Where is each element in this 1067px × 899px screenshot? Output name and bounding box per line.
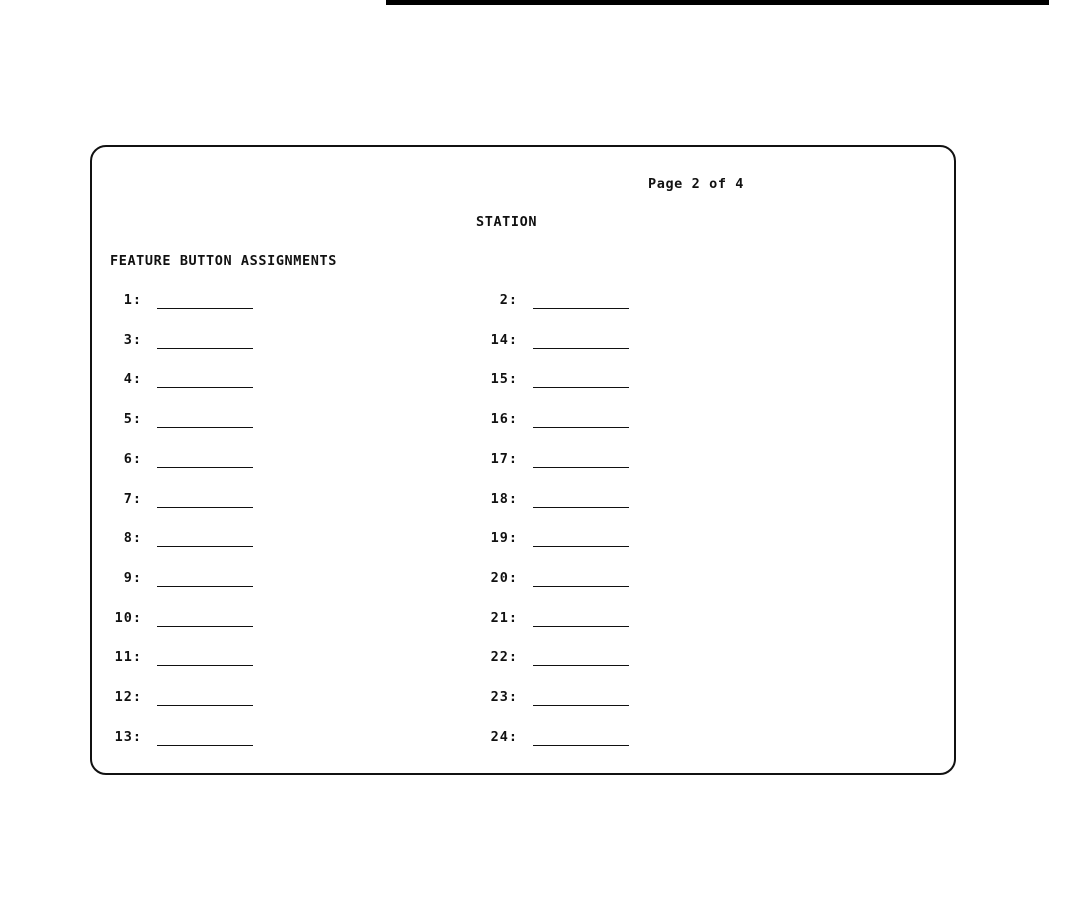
- feature-button-row: [62, 649, 262, 673]
- feature-button-label: 1:: [123, 292, 142, 308]
- feature-button-row: [62, 610, 262, 634]
- feature-button-row: [438, 729, 638, 753]
- feature-button-row: [62, 332, 262, 356]
- feature-button-field[interactable]: [157, 731, 253, 746]
- feature-button-row: [438, 570, 638, 594]
- feature-button-label: 19:: [490, 530, 518, 546]
- feature-button-row: [62, 689, 262, 713]
- feature-button-row: [438, 411, 638, 435]
- feature-button-field[interactable]: [157, 612, 253, 627]
- feature-button-field[interactable]: [533, 731, 629, 746]
- feature-button-field[interactable]: [157, 493, 253, 508]
- feature-button-field[interactable]: [533, 413, 629, 428]
- feature-button-field[interactable]: [157, 572, 253, 587]
- feature-button-label: 12:: [114, 689, 142, 705]
- feature-button-row: [438, 332, 638, 356]
- feature-button-label: 13:: [114, 729, 142, 745]
- feature-button-row: [62, 729, 262, 753]
- feature-button-field[interactable]: [157, 532, 253, 547]
- feature-button-label: 21:: [490, 610, 518, 626]
- feature-button-label: 16:: [490, 411, 518, 427]
- feature-button-row: [438, 371, 638, 395]
- feature-button-row: [62, 570, 262, 594]
- feature-button-field[interactable]: [533, 651, 629, 666]
- feature-button-row: [62, 491, 262, 515]
- feature-button-label: 9:: [123, 570, 142, 586]
- section-title: FEATURE BUTTON ASSIGNMENTS: [110, 253, 337, 269]
- feature-button-field[interactable]: [157, 651, 253, 666]
- feature-button-label: 22:: [490, 649, 518, 665]
- feature-button-label: 4:: [123, 371, 142, 387]
- feature-button-row: [438, 689, 638, 713]
- feature-button-label: 3:: [123, 332, 142, 348]
- feature-button-field[interactable]: [533, 334, 629, 349]
- feature-button-label: 20:: [490, 570, 518, 586]
- feature-button-label: 14:: [490, 332, 518, 348]
- feature-button-label: 24:: [490, 729, 518, 745]
- feature-button-field[interactable]: [157, 413, 253, 428]
- feature-button-field[interactable]: [533, 532, 629, 547]
- feature-button-field[interactable]: [533, 612, 629, 627]
- feature-button-field[interactable]: [533, 691, 629, 706]
- feature-button-label: 23:: [490, 689, 518, 705]
- feature-button-field[interactable]: [533, 493, 629, 508]
- feature-button-row: [438, 610, 638, 634]
- feature-button-row: [62, 371, 262, 395]
- feature-button-row: [438, 530, 638, 554]
- feature-button-field[interactable]: [533, 294, 629, 309]
- feature-button-row: [438, 451, 638, 475]
- feature-button-field[interactable]: [157, 294, 253, 309]
- feature-button-field[interactable]: [157, 334, 253, 349]
- feature-button-row: [438, 649, 638, 673]
- feature-button-field[interactable]: [157, 373, 253, 388]
- feature-button-label: 8:: [123, 530, 142, 546]
- feature-button-label: 7:: [123, 491, 142, 507]
- feature-button-label: 15:: [490, 371, 518, 387]
- feature-button-row: [438, 292, 638, 316]
- page-indicator: Page 2 of 4: [648, 176, 745, 192]
- terminal-screen-frame: [90, 145, 956, 775]
- feature-button-row: [438, 491, 638, 515]
- feature-button-label: 17:: [490, 451, 518, 467]
- feature-button-field[interactable]: [533, 453, 629, 468]
- feature-button-row: [62, 411, 262, 435]
- feature-button-label: 10:: [114, 610, 142, 626]
- feature-button-field[interactable]: [533, 572, 629, 587]
- feature-button-row: [62, 292, 262, 316]
- feature-button-field[interactable]: [157, 691, 253, 706]
- form-title: STATION: [476, 214, 538, 230]
- feature-button-field[interactable]: [533, 373, 629, 388]
- feature-button-label: 11:: [114, 649, 142, 665]
- feature-button-row: [62, 530, 262, 554]
- feature-button-label: 2:: [499, 292, 518, 308]
- feature-button-row: [62, 451, 262, 475]
- feature-button-label: 5:: [123, 411, 142, 427]
- feature-button-label: 6:: [123, 451, 142, 467]
- feature-button-label: 18:: [490, 491, 518, 507]
- feature-button-field[interactable]: [157, 453, 253, 468]
- top-rule: [386, 0, 1049, 5]
